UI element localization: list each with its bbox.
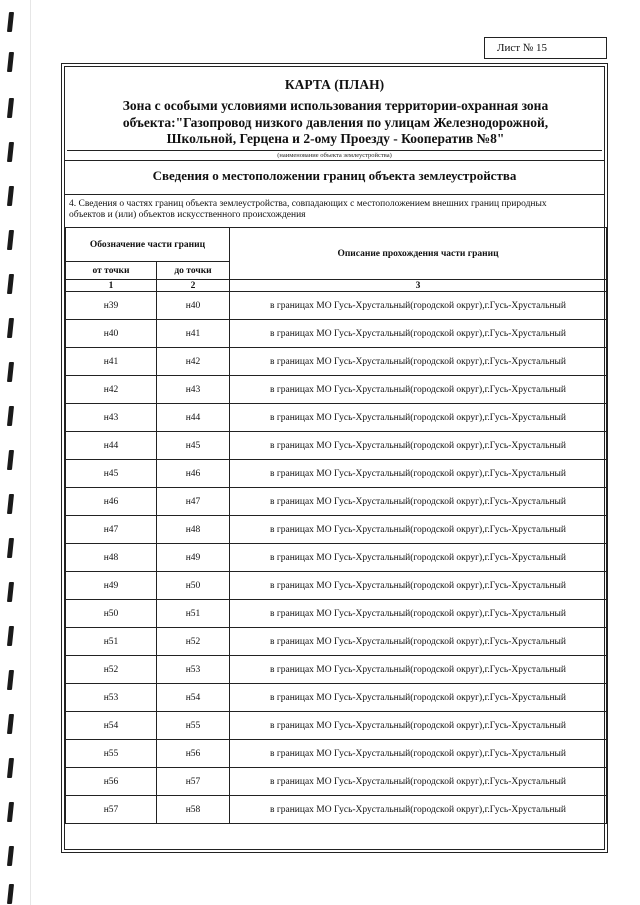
to-point-cell: н43: [157, 376, 230, 404]
to-point-cell: н57: [157, 768, 230, 796]
to-point-cell: н40: [157, 292, 230, 320]
description-cell: в границах МО Гусь-Хрустальный(городской округ),г.Гусь-Хрустальный: [230, 656, 607, 684]
binding-mark: [7, 802, 14, 822]
table-row: [66, 796, 607, 824]
header-from-point: от точки: [66, 262, 157, 280]
object-name-line: объекта:"Газопровод низкого давления по улицам Железнодорожной,: [122, 114, 549, 130]
to-point-cell: н55: [157, 712, 230, 740]
description-cell: в границах МО Гусь-Хрустальный(городской округ),г.Гусь-Хрустальный: [230, 516, 607, 544]
section-title: Сведения о местоположении границ объекта землеустройства: [152, 168, 517, 183]
binding-mark: [7, 274, 14, 294]
description-cell: в границах МО Гусь-Хрустальный(городской округ),г.Гусь-Хрустальный: [230, 768, 607, 796]
description-cell: в границах МО Гусь-Хрустальный(городской округ),г.Гусь-Хрустальный: [230, 796, 607, 824]
from-point-cell: н49: [66, 572, 157, 600]
table-row: [66, 740, 607, 768]
from-point-cell: н43: [66, 404, 157, 432]
description-cell: в границах МО Гусь-Хрустальный(городской округ),г.Гусь-Хрустальный: [230, 460, 607, 488]
table-row: [66, 376, 607, 404]
table-row: [66, 348, 607, 376]
table-row: [66, 292, 607, 320]
binding-mark: [7, 714, 14, 734]
description-cell: в границах МО Гусь-Хрустальный(городской округ),г.Гусь-Хрустальный: [230, 376, 607, 404]
table-row: [66, 544, 607, 572]
to-point-cell: н44: [157, 404, 230, 432]
object-name-underline: [67, 150, 602, 151]
column-number: 1: [66, 280, 157, 292]
document-inner-frame: [64, 66, 605, 850]
table-row: [66, 572, 607, 600]
to-point-cell: н47: [157, 488, 230, 516]
table-row: [66, 712, 607, 740]
binding-mark: [7, 758, 14, 778]
object-name-line: Школьной, Герцена и 2-ому Проезду - Кооператив №8": [166, 131, 505, 146]
binding-mark: [7, 142, 14, 162]
sheet-number: Лист № 15: [484, 37, 607, 59]
from-point-cell: н42: [66, 376, 157, 404]
table-row: [66, 656, 607, 684]
binding-mark: [7, 186, 14, 206]
description-cell: в границах МО Гусь-Хрустальный(городской округ),г.Гусь-Хрустальный: [230, 404, 607, 432]
description-cell: в границах МО Гусь-Хрустальный(городской округ),г.Гусь-Хрустальный: [230, 600, 607, 628]
description-cell: в границах МО Гусь-Хрустальный(городской округ),г.Гусь-Хрустальный: [230, 320, 607, 348]
to-point-cell: н49: [157, 544, 230, 572]
binding-mark: [7, 626, 14, 646]
to-point-cell: н48: [157, 516, 230, 544]
binding-mark: [7, 494, 14, 514]
table-row: [66, 460, 607, 488]
to-point-cell: н52: [157, 628, 230, 656]
binding-mark: [7, 884, 14, 904]
header-designation: Обозначение части границ: [66, 228, 230, 262]
column-number: 3: [230, 280, 607, 292]
table-row: [66, 432, 607, 460]
from-point-cell: н48: [66, 544, 157, 572]
to-point-cell: н50: [157, 572, 230, 600]
description-cell: в границах МО Гусь-Хрустальный(городской округ),г.Гусь-Хрустальный: [230, 488, 607, 516]
binding-mark: [7, 846, 14, 866]
binding-mark: [7, 582, 14, 602]
from-point-cell: н40: [66, 320, 157, 348]
from-point-cell: н41: [66, 348, 157, 376]
from-point-cell: н56: [66, 768, 157, 796]
table-row: [66, 404, 607, 432]
table-body: [66, 292, 607, 824]
object-name: [73, 98, 598, 148]
binding-mark: [7, 52, 14, 72]
binding-strip: [0, 0, 30, 905]
binding-mark: [7, 670, 14, 690]
binding-mark: [7, 362, 14, 382]
to-point-cell: н45: [157, 432, 230, 460]
binding-mark: [7, 538, 14, 558]
description-cell: в границах МО Гусь-Хрустальный(городской округ),г.Гусь-Хрустальный: [230, 628, 607, 656]
to-point-cell: н42: [157, 348, 230, 376]
object-name-caption: (наименование объекта землеустройства): [277, 152, 392, 159]
table-row: [66, 768, 607, 796]
from-point-cell: н47: [66, 516, 157, 544]
from-point-cell: н54: [66, 712, 157, 740]
description-cell: в границах МО Гусь-Хрустальный(городской округ),г.Гусь-Хрустальный: [230, 348, 607, 376]
table-row: [66, 600, 607, 628]
description-cell: в границах МО Гусь-Хрустальный(городской округ),г.Гусь-Хрустальный: [230, 684, 607, 712]
header-to-point: до точки: [157, 262, 230, 280]
description-cell: в границах МО Гусь-Хрустальный(городской округ),г.Гусь-Хрустальный: [230, 740, 607, 768]
description-cell: в границах МО Гусь-Хрустальный(городской округ),г.Гусь-Хрустальный: [230, 432, 607, 460]
description-cell: в границах МО Гусь-Хрустальный(городской округ),г.Гусь-Хрустальный: [230, 544, 607, 572]
divider: [65, 160, 604, 161]
from-point-cell: н39: [66, 292, 157, 320]
from-point-cell: н44: [66, 432, 157, 460]
to-point-cell: н56: [157, 740, 230, 768]
from-point-cell: н46: [66, 488, 157, 516]
binding-mark: [7, 406, 14, 426]
binding-mark: [7, 318, 14, 338]
to-point-cell: н58: [157, 796, 230, 824]
divider: [65, 194, 604, 195]
from-point-cell: н45: [66, 460, 157, 488]
description-cell: в границах МО Гусь-Хрустальный(городской округ),г.Гусь-Хрустальный: [230, 292, 607, 320]
from-point-cell: н53: [66, 684, 157, 712]
document-frame: [61, 63, 608, 853]
binding-mark: [7, 12, 14, 32]
table-row: [66, 628, 607, 656]
from-point-cell: н55: [66, 740, 157, 768]
description-cell: в границах МО Гусь-Хрустальный(городской округ),г.Гусь-Хрустальный: [230, 712, 607, 740]
to-point-cell: н51: [157, 600, 230, 628]
document-title: КАРТА (ПЛАН): [284, 77, 385, 92]
header-description: Описание прохождения части границ: [230, 228, 607, 280]
boundary-table: [65, 227, 607, 824]
from-point-cell: н57: [66, 796, 157, 824]
to-point-cell: н53: [157, 656, 230, 684]
to-point-cell: н41: [157, 320, 230, 348]
table-row: [66, 320, 607, 348]
column-number: 2: [157, 280, 230, 292]
object-name-line: Зона с особыми условиями использования территории-охранная зона: [122, 98, 549, 113]
table-row: [66, 516, 607, 544]
table-row: [66, 488, 607, 516]
binding-mark: [7, 450, 14, 470]
from-point-cell: н50: [66, 600, 157, 628]
to-point-cell: н54: [157, 684, 230, 712]
to-point-cell: н46: [157, 460, 230, 488]
description-cell: в границах МО Гусь-Хрустальный(городской округ),г.Гусь-Хрустальный: [230, 572, 607, 600]
binding-mark: [7, 230, 14, 250]
from-point-cell: н51: [66, 628, 157, 656]
table-row: [66, 684, 607, 712]
section-note: 4. Сведения о частях границ объекта землеустройства, совпадающих с местоположением внешних границ природных объектов и (или) объектов искусственного происхождения: [69, 199, 547, 220]
from-point-cell: н52: [66, 656, 157, 684]
binding-mark: [7, 98, 14, 118]
margin-rule: [30, 0, 31, 905]
